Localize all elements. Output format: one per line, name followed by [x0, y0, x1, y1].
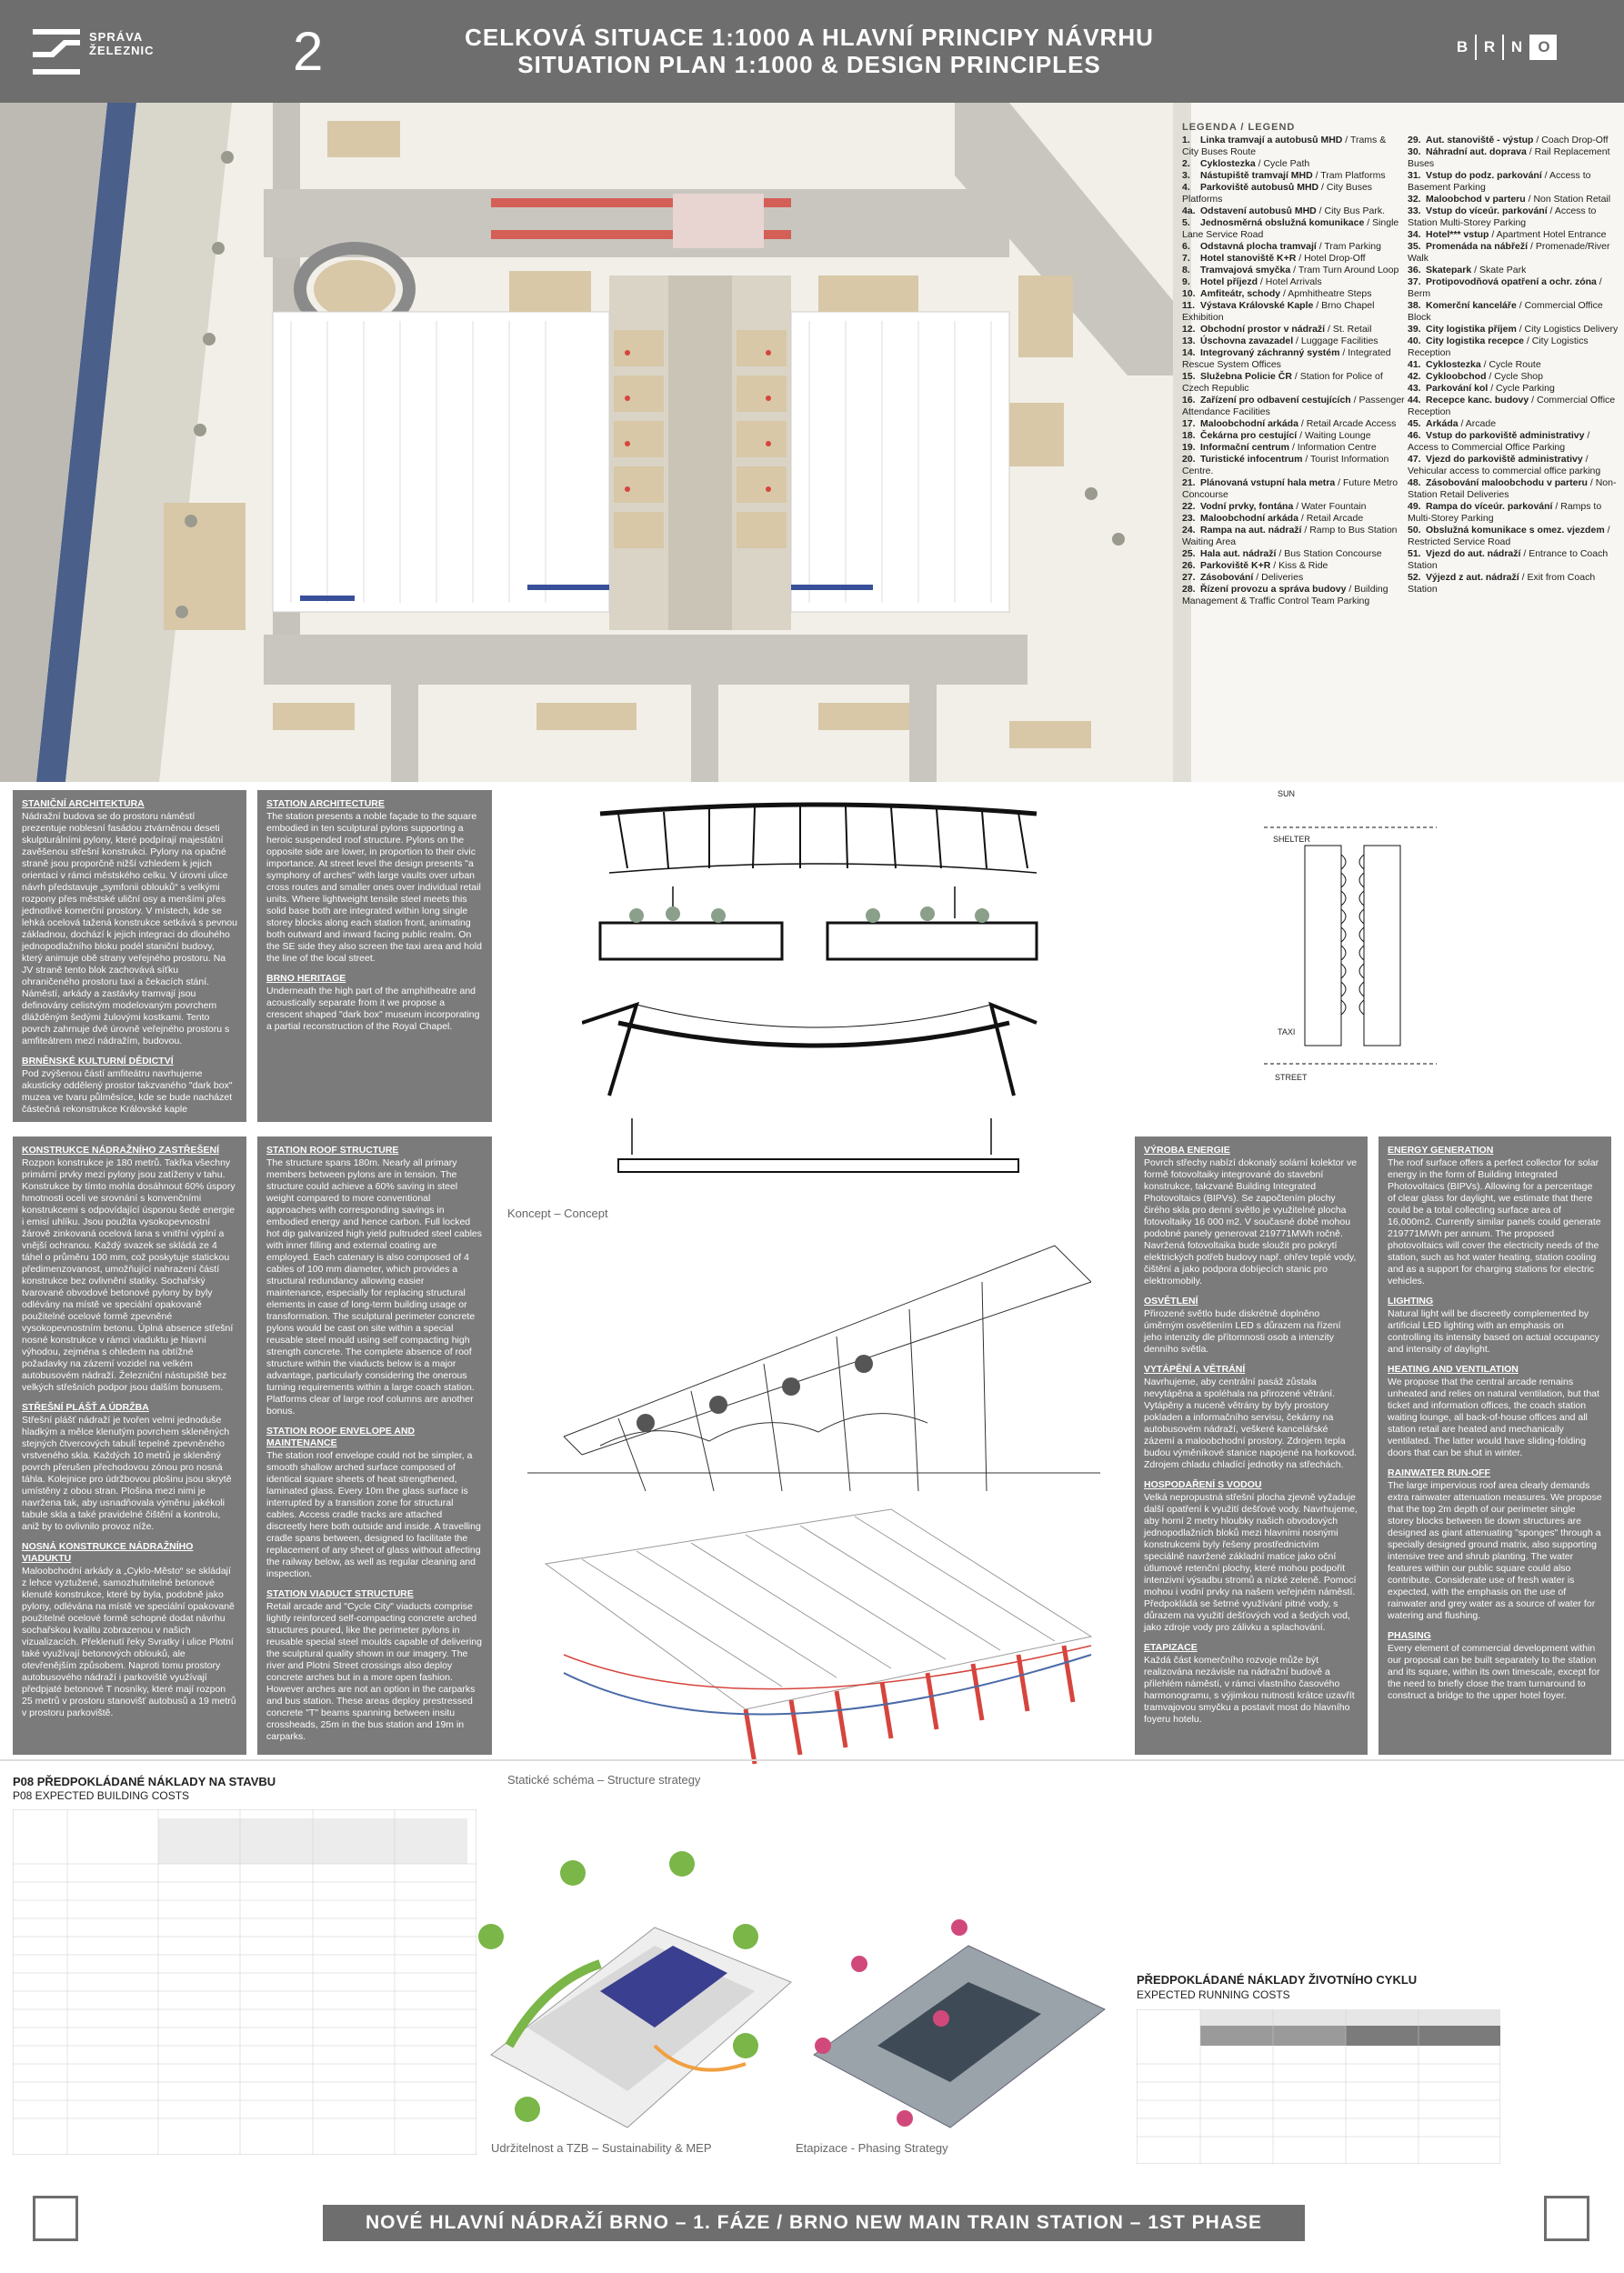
legend-item: 17. Maloobchodní arkáda / Retail Arcade Access [1182, 418, 1397, 429]
legend-item-en: Cycle Parking [1496, 383, 1555, 394]
legend-item-number: 18. [1182, 430, 1196, 441]
legend-item-cz: Plánovaná vstupní hala metra [1200, 477, 1336, 488]
heading: LIGHTING [1388, 1296, 1434, 1307]
logo-text-line1: SPRÁVA [89, 30, 144, 44]
legend-item-cz: Nástupiště tramvají MHD [1200, 170, 1313, 181]
legend-item-number: 22. [1182, 501, 1196, 512]
legend-item-en: Promenade/River Walk [1408, 241, 1610, 264]
legend-item-en: Brno Chapel Exhibition [1182, 300, 1375, 323]
legend-item-number: 48. [1408, 477, 1421, 488]
legend-item-en: Commercial Office Block [1408, 300, 1603, 323]
legend-item: 27. Zásobování / Deliveries [1182, 572, 1304, 583]
legend-item-number: 36. [1408, 265, 1421, 275]
legend-item: 7. Hotel stanoviště K+R / Hotel Drop-Off [1182, 253, 1366, 264]
legend-item-number: 27. [1182, 572, 1196, 583]
structure-strategy-diagram [509, 1491, 1109, 1773]
legend-item-en: Trams & City Buses Route [1182, 135, 1387, 157]
legend-item-cz: Komerční kanceláře [1426, 300, 1517, 311]
legend-item: 43. Parkování kol / Cycle Parking [1408, 383, 1555, 394]
legend-item-en: Bus Station Concourse [1284, 548, 1382, 559]
legend-item-cz: Rampa na aut. nádraží [1200, 525, 1302, 536]
legend-item-cz: Vjezd do parkoviště administrativy [1426, 454, 1583, 465]
legend-item-number: 38. [1408, 300, 1421, 311]
legend-item-en: Apartment Hotel Entrance [1496, 229, 1607, 240]
legend-item-number: 42. [1408, 371, 1421, 382]
legend-item: 33. Vstup do víceúr. parkování / Access to Station Multi-Storey Parking [1408, 205, 1597, 228]
legend-item: 39. City logistika příjem / City Logistics Delivery [1408, 324, 1619, 335]
legend-item-en: Arcade [1465, 418, 1497, 429]
legend-item-cz: Amfiteátr, schody [1200, 288, 1281, 299]
running-costs-title: PŘEDPOKLÁDANÉ NÁKLADY ŽIVOTNÍHO CYKLU [1137, 1973, 1418, 1987]
legend-item-number: 33. [1408, 205, 1421, 216]
legend-item: 18. Čekárna pro cestující / Waiting Lounge [1182, 430, 1371, 441]
legend-item-en: Commercial Office Reception [1408, 395, 1616, 417]
legend-item: 48. Zásobování maloobchodu v parteru / Non-Station Retail Deliveries [1408, 477, 1617, 500]
caption-concept: Koncept – Concept [507, 1207, 608, 1220]
legend-item-cz: Vjezd do aut. nádraží [1426, 548, 1521, 559]
legend-item-en: Access to Commercial Office Parking [1408, 442, 1566, 453]
legend-item-number: 51. [1408, 548, 1421, 559]
concept-section-diagrams [582, 796, 1055, 1196]
legend-item-number: 29. [1408, 135, 1421, 145]
legend-item: 10. Amfiteátr, schody / Apmhitheatre Steps [1182, 288, 1372, 299]
legend-item-en: Waiting Lounge [1304, 430, 1371, 441]
title-cz: CELKOVÁ SITUACE 1:1000 A HLAVNÍ PRINCIPY NÁVRHU [465, 24, 1154, 51]
legend-item-cz: Cykloobchod [1426, 371, 1487, 382]
paragraph: The roof surface offers a perfect collector for solar energy in the form of Building Integrated Photovoltaics (BIPVs). Allowing for a percentage of clear glass for daylight, we estimate that there could be a total collecting surface area of 16,000m2. Currently similar panels could generate 219771MWh per annum. The proposed photovoltaics will cover the electricity needs of the station, such as hot water heating, station cooling and as a support for charging stations for electric vehicles. [1388, 1157, 1601, 1287]
legend-item-cz: Parkoviště K+R [1200, 560, 1271, 571]
legend-item-number: 43. [1408, 383, 1421, 394]
legend-item-cz: Promenáda na nábřeží [1426, 241, 1529, 252]
legend-item-en: Skate Park [1479, 265, 1527, 275]
panel-station-architecture-en [257, 790, 492, 1122]
legend-item: 36. Skatepark / Skate Park [1408, 265, 1527, 275]
legend-item-cz: Maloobchodní arkáda [1200, 513, 1298, 524]
legend-item-number: 30. [1408, 146, 1421, 157]
legend-item-en: City Logistics Delivery [1524, 324, 1619, 335]
heading: ETAPIZACE [1144, 1642, 1198, 1653]
legend-item-cz: Výjezd z aut. nádraží [1426, 572, 1519, 583]
sheet-number: 2 [293, 21, 324, 82]
legend-item-cz: Turistické infocentrum [1200, 454, 1303, 465]
caption-phasing: Etapizace - Phasing Strategy [796, 2141, 948, 2155]
legend-item-number: 23. [1182, 513, 1196, 524]
legend-item-en: Hotel Drop-Off [1304, 253, 1366, 264]
legend-item-cz: Odstavná plocha tramvají [1200, 241, 1317, 252]
legend-item-en: City Buses Platforms [1182, 182, 1373, 205]
legend-item-number: 31. [1408, 170, 1421, 181]
heading: OSVĚTLENÍ [1144, 1296, 1198, 1307]
legend-item-en: Cycle Route [1489, 359, 1541, 370]
legend-item-cz: Vstup do víceúr. parkování [1426, 205, 1548, 216]
paragraph: Nádražní budova se do prostoru náměstí prezentuje noblesní fasádou ztvárněnou deseti skulpturálními pylony, které podpírají majestátní zavěšenou střešní konstrukci. Pylony na opačné straně jsou proporčně nižší vzhledem k jejich orientaci v rámci městského celku. V úrovni ulice návrh představuje „symfonii oblouků“ s velkými rozpony přes městské uliční osy a menšími přes jednotlivé komerční prostory. V místech, kde se lehká ocelová tažená konstrukce setkává s pevnou základnou, dochází k jejich integraci do dlouhého jednopodlažního bloku podél staniční budovy, který animuje obě strany veřejného prostoru. Na JV straně tento blok zachovává síťku ohraničeného prostoru taxi a čekacích stání. Náměstí, arkády a zastávky tramvají jsou definovány celistvým modelovaným povrchem dlážděným šedými žulovými kostkami. Tento povrch zahrnuje dvě úrovně veřejného prostoru s amfiteátrem mezi nádražím, budovou. [22, 811, 237, 1046]
concept-sketch [509, 1227, 1109, 1491]
legend-item: 35. Promenáda na nábřeží / Promenade/River Walk [1408, 241, 1610, 264]
legend-item: 8. Tramvajová smyčka / Tram Turn Around Loop [1182, 265, 1399, 275]
legend-item-number: 46. [1408, 430, 1421, 441]
legend-item-number: 4a. [1182, 205, 1196, 216]
legend-item: 37. Protipovodňová opatření a ochr. zóna / Berm [1408, 276, 1602, 299]
costs-title: P08 PŘEDPOKLÁDANÉ NÁKLADY NA STAVBU [13, 1775, 276, 1788]
legend-item-number: 8. [1182, 265, 1190, 275]
legend-item-cz: Tramvajová smyčka [1200, 265, 1291, 275]
legend-item-cz: Cyklostezka [1426, 359, 1481, 370]
heading: VÝROBA ENERGIE [1144, 1145, 1230, 1156]
corner-mark-left [33, 2196, 78, 2241]
panel-roof-structure-cz [13, 1136, 246, 1755]
legend-item-number: 4. [1182, 182, 1190, 193]
legend-item: 26. Parkoviště K+R / Kiss & Ride [1182, 560, 1328, 571]
legend-item-number: 35. [1408, 241, 1421, 252]
heading: STATION ROOF ENVELOPE AND MAINTENANCE [266, 1426, 416, 1448]
legend-item-cz: Obslužná komunikace s omez. vjezdem [1426, 525, 1605, 536]
sun-shelter-diagram [1264, 800, 1446, 1082]
running-costs-subtitle: EXPECTED RUNNING COSTS [1137, 1988, 1290, 2001]
legend-item: 46. Vstup do parkoviště administrativy / Access to Commercial Office Parking [1408, 430, 1590, 453]
heading: BRNO HERITAGE [266, 973, 346, 984]
brand-letter-r: R [1475, 35, 1502, 60]
heading: HEATING AND VENTILATION [1388, 1364, 1519, 1375]
legend-column-1 [1182, 135, 1405, 607]
legend-item-en: Retail Arcade Access [1306, 418, 1397, 429]
paragraph: Přirozené světlo bude diskrétně doplněno úměrným osvětlením LED s důrazem na řízení jeho intenzity dle přítomnosti osob a intenzity denního světla. [1144, 1308, 1341, 1355]
paragraph: The large impervious roof area clearly demands extra rainwater attenuation measures. We propose that the top 2m depth of our perimeter single storey blocks between tie down structures are designed as giant attenuating "sponges" through a specially designed ground matrix, also supporting intensive tree and shrub planting. The water features within our public square could also contribute. Considerate use of fresh water is expected, with the emphasis on the use of rainwater and grey water as a source of water for watering and flushing. [1388, 1480, 1602, 1621]
legend-item-en: St. Retail [1332, 324, 1372, 335]
legend-item-en: Tram Platforms [1320, 170, 1386, 181]
legend-item: 44. Recepce kanc. budovy / Commercial Office Reception [1408, 395, 1616, 417]
legend-item-number: 24. [1182, 525, 1196, 536]
legend-item-en: Berm [1408, 288, 1431, 299]
legend-item-number: 7. [1182, 253, 1190, 264]
legend-item-cz: Výstava Královské Kaple [1200, 300, 1314, 311]
legend-item-cz: Rampa do víceúr. parkování [1426, 501, 1553, 512]
legend-item-en: Tourist Information Centre. [1182, 454, 1389, 476]
legend-item: 4a. Odstavení autobusů MHD / City Bus Park. [1182, 205, 1386, 216]
legend-item-number: 6. [1182, 241, 1190, 252]
logo-text [89, 30, 155, 57]
legend-item-cz: Maloobchod v parteru [1426, 194, 1526, 205]
paragraph: We propose that the central arcade remains unheated and relies on natural ventilation, but that ticket and information offices, the coach station waiting lounge, all back-of-house offices and all station retail are heated and mechanically ventilated. The latter would have sliding-folding doors that can be shut in winter. [1388, 1377, 1599, 1458]
heading: STATION ARCHITECTURE [266, 798, 385, 809]
legend-item: 16. Zařízení pro odbavení cestujících / Passenger Attendance Facilities [1182, 395, 1405, 417]
paragraph: Natural light will be discreetly complemented by artificial LED lighting with an emphasis on controlling its intensity based on actual occupancy and intensity of daylight. [1388, 1308, 1599, 1355]
legend-item-cz: Vodní prvky, fontána [1200, 501, 1294, 512]
legend-item-en: Building Management & Traffic Control Team Parking [1182, 584, 1388, 606]
legend-item-number: 20. [1182, 454, 1196, 465]
road-south [264, 635, 1028, 685]
footer-title: NOVÉ HLAVNÍ NÁDRAŽÍ BRNO – 1. FÁZE / BRNO NEW MAIN TRAIN STATION – 1ST PHASE [323, 2205, 1305, 2241]
legend-title: LEGENDA / LEGEND [1182, 122, 1296, 133]
legend-item-cz: Integrovaný záchranný systém [1200, 347, 1340, 358]
legend-item-cz: Parkoviště autobusů MHD [1200, 182, 1319, 193]
legend-item-cz: Hotel stanoviště K+R [1200, 253, 1297, 264]
heading: HOSPODAŘENÍ S VODOU [1144, 1479, 1262, 1490]
legend-item: 40. City logistika recepce / City Logistics Reception [1408, 335, 1589, 358]
legend-item-cz: Zásobování [1200, 572, 1254, 583]
legend-item: 51. Vjezd do aut. nádraží / Entrance to Coach Station [1408, 548, 1609, 571]
legend-item-en: Future Metro Concourse [1182, 477, 1398, 500]
legend-item-en: Coach Drop-Off [1541, 135, 1609, 145]
paragraph: Pod zvýšenou částí amfiteátru navrhujeme akusticky oddělený prostor takzvaného "dark box" muzea ve tvaru půlměsíce, kde se bude nacházet částečná rekonstrukce Královské kaple [22, 1068, 233, 1115]
railway-logo-icon [33, 29, 80, 75]
legend-item: 32. Maloobchod v parteru / Non Station Retail [1408, 194, 1611, 205]
legend-item-en: Vehicular access to commercial office parking [1408, 466, 1601, 476]
legend-item-cz: Náhradní aut. doprava [1426, 146, 1527, 157]
legend-item-en: Passenger Attendance Facilities [1182, 395, 1405, 417]
paragraph: Rozpon konstrukce je 180 metrů. Takřka všechny primární prvky mezi pylony jsou zatíženy v tahu. Konstrukce by tímto mohla dosáhnout 60% úspory hmotnosti oceli ve srovnání s konvenčními konstrukcemi s odpovídající úsporou šedé energie i emisí uhlíku. Jsou použita vysokopevnostní žárově zinkovaná ocelová lana s vnitřní výplní a vnější ochranou. Každý svazek se skládá ze 4 táhel o průměru 100 mm, což poskytuje statickou předimenzovanost, umožňující nahrazení částí konstrukce bez ovlivnění statiky. Sochařský tvarované obvodové betonové pylony by byly odlévány na místě ve speciální opakovaně použitelné ocelové formě zpevněné vysokopevnostním betonu. Úplná absence střešní nosné konstrukce v rámci viaduktu je hlavní výhodou, zejména s ohledem na obtížné požadavky na zázemí vozidel na velkém autobusovém nádraží. Železniční nástupiště bez velkých střešních podpor jsou dalším bonusem. [22, 1157, 236, 1393]
legend-item-cz: Obchodní prostor v nádraží [1200, 324, 1326, 335]
panel-energy-cz [1135, 1136, 1368, 1755]
legend-item-number: 21. [1182, 477, 1196, 488]
legend-item-en: Non-Station Retail Deliveries [1408, 477, 1617, 500]
running-costs-table [1137, 2009, 1500, 2164]
caption-structure: Statické schéma – Structure strategy [507, 1773, 701, 1787]
legend-item: 22. Vodní prvky, fontána / Water Fountain [1182, 501, 1367, 512]
legend-item-en: Cycle Shop [1494, 371, 1543, 382]
legend-item: 50. Obslužná komunikace s omez. vjezdem / Restricted Service Road [1408, 525, 1610, 547]
sustainability-diagram [473, 1837, 800, 2137]
legend-item: 24. Rampa na aut. nádraží / Ramp to Bus Station Waiting Area [1182, 525, 1398, 547]
legend-item-number: 19. [1182, 442, 1196, 453]
legend-item: 15. Služebna Policie ČR / Station for Police of Czech Republic [1182, 371, 1383, 394]
legend-item-cz: Řízení provozu a správa budovy [1200, 584, 1347, 595]
legend-item-en: Deliveries [1261, 572, 1304, 583]
legend-item-en: Apmhitheatre Steps [1288, 288, 1372, 299]
legend-item: 49. Rampa do víceúr. parkování / Ramps to Multi-Storey Parking [1408, 501, 1602, 524]
legend-item: 20. Turistické infocentrum / Tourist Information Centre. [1182, 454, 1389, 476]
legend-item-en: Single Lane Service Road [1182, 217, 1399, 240]
legend-item-en: Station for Police of Czech Republic [1182, 371, 1383, 394]
legend-item-number: 32. [1408, 194, 1421, 205]
legend-item-en: Kiss & Ride [1278, 560, 1328, 571]
heading: PHASING [1388, 1630, 1431, 1641]
legend-item: 21. Plánovaná vstupní hala metra / Future Metro Concourse [1182, 477, 1398, 500]
phasing-diagram [796, 1909, 1123, 2137]
legend-item: 41. Cyklostezka / Cycle Route [1408, 359, 1541, 370]
legend-column-2 [1408, 135, 1619, 596]
legend-item-cz: Úschovna zavazadel [1200, 335, 1294, 346]
legend-item-number: 40. [1408, 335, 1421, 346]
legend-item: 47. Vjezd do parkoviště administrativy / Vehicular access to commercial office parking [1408, 454, 1601, 476]
legend-item: 12. Obchodní prostor v nádraží / St. Retail [1182, 324, 1372, 335]
legend-item-en: Luggage Facilities [1300, 335, 1378, 346]
legend-item: 42. Cykloobchod / Cycle Shop [1408, 371, 1543, 382]
legend-item-en: Hotel Arrivals [1265, 276, 1322, 287]
heading: STATION ROOF STRUCTURE [266, 1145, 399, 1156]
legend-item-en: Non Station Retail [1533, 194, 1611, 205]
paragraph: Povrch střechy nabízí dokonalý solární kolektor ve formě fotovoltaiky integrované do stavební konstrukce, takzvané Building Integrated Photovoltaics (BIPVs). Se započtením plochy čirého skla pro denní světlo je využitelné plocha fotovoltaiky 16 000 m2. V současné době mohou podobné panely generovat 219771MWh ročně. Navržená fotovoltaika bude sloužit pro pokrytí elektrických potřeb budovy např. ohřev teplé vody, čištění a jako podpora dobíjecích stanic pro elektromobily. [1144, 1157, 1358, 1287]
heading: RAINWATER RUN-OFF [1388, 1467, 1490, 1478]
heading: STATION VIADUCT STRUCTURE [266, 1588, 414, 1599]
legend-item: 13. Úschovna zavazadel / Luggage Facilities [1182, 335, 1378, 346]
legend-item-number: 14. [1182, 347, 1196, 358]
legend-item-cz: Čekárna pro cestující [1200, 430, 1298, 441]
legend-item-en: Rail Replacement Buses [1408, 146, 1610, 169]
building-costs-table [13, 1809, 476, 2155]
legend-item: 19. Informační centrum / Information Centre [1182, 442, 1377, 453]
legend-item-en: Access to Basement Parking [1408, 170, 1591, 193]
legend-item-cz: Odstavení autobusů MHD [1200, 205, 1317, 216]
legend-item-cz: Služebna Policie ČR [1200, 371, 1292, 382]
legend-item: 52. Výjezd z aut. nádraží / Exit from Coach Station [1408, 572, 1596, 595]
legend-item-number: 5. [1182, 217, 1190, 228]
legend-item-number: 47. [1408, 454, 1421, 465]
legend-item-en: Tram Turn Around Loop [1298, 265, 1399, 275]
brno-brand-logo [1449, 35, 1557, 60]
legend-item-number: 39. [1408, 324, 1421, 335]
legend-item-number: 28. [1182, 584, 1196, 595]
legend-item: 9. Hotel příjezd / Hotel Arrivals [1182, 276, 1322, 287]
paragraph: The station roof envelope could not be simpler, a smooth shallow arched surface composed of identical square sheets of heat strengthened, laminated glass. Every 10m the glass surface is interrupted by a transition zone for structural cables. Access cradle tracks are attached discreetly here both outside and inside. A travelling cradle spans between, designed to facilitate the replacement of any sheet of glass without affecting the railway below, as well as regular cleaning and inspection. [266, 1450, 481, 1579]
legend-item-number: 10. [1182, 288, 1196, 299]
legend-item-cz: Cyklostezka [1200, 158, 1256, 169]
legend-item-cz: Hotel*** vstup [1426, 229, 1489, 240]
panel-roof-structure-en [257, 1136, 492, 1755]
paragraph: Velká nepropustná střešní plocha zjevně vyžaduje další opatření k využití dešťové vody. Navrhujeme, aby horní 2 metry hloubky našich obvodových jednopodlažních bloků mezi hlavními nosnými konstrukcemi byly řešeny prostřednictvím speciálně navržené základní matice jako oční útlumové retenční plochy, které mohou podpořit intenzivní výsadbu stromů a nízké zeleně. Pomocí mohou i vodní prvky na našem veřejném náměstí. Předpokládá se šetrné využívání pitné vody, s důrazem na využití dešťových vod a šedých vod, jako zdroje vody pro zálivku a splachování. [1144, 1492, 1358, 1633]
legend-item: 2. Cyklostezka / Cycle Path [1182, 158, 1310, 169]
paragraph: The station presents a noble façade to the square embodied in ten sculptural pylons supporting a heroic suspended roof structure. Pylons on the opposite side are lower, in proportion to their civic importance. At street level the design presents "a symphony of arches" with large vaults over urban cross routes and smaller ones over individual retail units. Where lightweight tensile steel meets this solid base both are integrated within long single storey blocks along each station front, animating both outward and inward facing public realm. On the SE side they also screen the taxi area and hold the line of the local street. [266, 811, 482, 964]
paragraph: Střešní plášť nádraží je tvořen velmi jednoduše hladkým a mělce klenutým povrchem skleněných stejných čtvercových tabulí tepelně zpevněného vrstveného skla. Každých 10 metrů je skleněný povrch přerušen přechodovou zónou pro nosná táhla. Kolejnice pro údržbovou plošinu jsou skrytě umístěny z obou stran. Plošina mezi nimi je navržena tak, aby usnadňovala výměnu jakékoli tabule skla a také pravidelné čištění a kontrolu, aniž by to ovlivnilo provoz níže. [22, 1415, 232, 1532]
legend-item-en: Integrated Rescue System Offices [1182, 347, 1391, 370]
legend-item-number: 41. [1408, 359, 1421, 370]
legend-item-cz: City logistika recepce [1426, 335, 1524, 346]
legend-item-number: 17. [1182, 418, 1196, 429]
legend-item: 4. Parkoviště autobusů MHD / City Buses Platforms [1182, 182, 1373, 205]
brand-letter-b: B [1456, 38, 1469, 55]
paragraph: Maloobchodní arkády a „Cyklo-Město“ se skládají z lehce vyztužené, samozhutnitelné betonové klenuté konstrukce, které by byla, podobně jako pylony, odlévána na místě ve speciální opakovaně použitelné ocelové formě schopné dodat návrhu sochařskou kvalitu zobrazenou v našich vizualizacích. Překlenutí řeky Svratky i ulice Plotní také využívají betonových oblouků, ale otevřenějším způsobem. Naproti tomu prostory autobusového nádraží i parkoviště využívají předpjaté betonové T nosníky, které mají rozpon 25 metrů v prostoru stanovišť autobusů a 19 metrů v prostoru parkoviště. [22, 1566, 236, 1718]
legend-item-en: Retail Arcade [1306, 513, 1364, 524]
panel-energy-en [1378, 1136, 1611, 1755]
legend-item-number: 16. [1182, 395, 1196, 406]
legend-item-number: 44. [1408, 395, 1421, 406]
legend-item-en: Cycle Path [1263, 158, 1310, 169]
legend-item-number: 26. [1182, 560, 1196, 571]
legend-item-cz: Parkování kol [1426, 383, 1489, 394]
legend-item-number: 13. [1182, 335, 1196, 346]
legend-item-number: 1. [1182, 135, 1190, 145]
legend-item-cz: Vstup do podz. parkování [1426, 170, 1542, 181]
paragraph: The structure spans 180m. Nearly all primary members between pylons are in tension. The structure could achieve a 60% saving in steel weight compared to more conventional approaches with corresponding savings in embodied energy and hence carbon. Full locked hot dip galvanized high yield pultruded steel cables with inner filling and external coating are employed. Each catenary is also composed of 4 cables of 100 mm diameter, which provides a structural redundancy allowing easier maintenance, especially for replacing structural elements in case of long-term building usage or transformation. The sculptural perimeter concrete pylons would be cast on site within a special reusable steel mould using self compacting high strength concrete. The complete absence of roof structure within the viaducts below is a major advantage, particularly considering the onerous turning requirements within a large coach station. Platforms clear of large roof columns are another bonus. [266, 1157, 482, 1417]
legend-item-cz: Jednosměrná obslužná komunikace [1200, 217, 1365, 228]
legend-item: 31. Vstup do podz. parkování / Access to Basement Parking [1408, 170, 1591, 193]
legend-item-en: Entrance to Coach Station [1408, 548, 1609, 571]
label-shelter: SHELTER [1273, 835, 1310, 844]
legend-item-cz: Arkáda [1426, 418, 1459, 429]
label-taxi: TAXI [1278, 1027, 1296, 1036]
divider [0, 1759, 1624, 1761]
label-sun: SUN [1278, 789, 1296, 798]
legend-item: 34. Hotel*** vstup / Apartment Hotel Entrance [1408, 229, 1607, 240]
legend-item-cz: Zásobování maloobchodu v parteru [1426, 477, 1588, 488]
legend-item: 11. Výstava Královské Kaple / Brno Chapel Exhibition [1182, 300, 1375, 323]
panel-station-architecture-cz [13, 790, 246, 1122]
legend-item-number: 25. [1182, 548, 1196, 559]
legend-item-cz: Hotel příjezd [1200, 276, 1258, 287]
legend-item: 23. Maloobchodní arkáda / Retail Arcade [1182, 513, 1364, 524]
legend-item-number: 12. [1182, 324, 1196, 335]
legend-item-en: Tram Parking [1324, 241, 1381, 252]
paragraph: Navrhujeme, aby centrální pasáž zůstala nevytápěna a spoléhala na přirozené větrání. Vytápěny a nuceně větrány by byly prostory pokladen a informačního servisu, čekárny na autobusovém nádraží, veškeré kancelářské zázemí a maloobchodní prostory. Zdrojem tepla budou výměníkové stanice napojené na horkovod. Zdrojem chladu chladící jednotky na střechách. [1144, 1377, 1358, 1470]
heading: NOSNÁ KONSTRUKCE NÁDRAŽNÍHO VIADUKTU [22, 1541, 194, 1564]
heading: BRNĚNSKÉ KULTURNÍ DĚDICTVÍ [22, 1056, 174, 1066]
legend-item-number: 34. [1408, 229, 1421, 240]
legend-item-en: Exit from Coach Station [1408, 572, 1596, 595]
legend-item-number: 37. [1408, 276, 1421, 287]
legend-item: 14. Integrovaný záchranný systém / Integrated Rescue System Offices [1182, 347, 1391, 370]
legend-item-cz: Skatepark [1426, 265, 1472, 275]
legend-item-en: Information Centre [1297, 442, 1377, 453]
legend-item-number: 3. [1182, 170, 1190, 181]
heading: STANIČNÍ ARCHITEKTURA [22, 798, 145, 809]
logo-text-line2: ŽELEZNIC [89, 44, 155, 57]
legend-item: 45. Arkáda / Arcade [1408, 418, 1497, 429]
legend-item-cz: Informační centrum [1200, 442, 1290, 453]
legend-item-en: Restricted Service Road [1408, 536, 1511, 547]
legend-item-number: 15. [1182, 371, 1196, 382]
legend-item-number: 52. [1408, 572, 1421, 583]
paragraph: Každá část komerčního rozvoje může být realizována nezávisle na nádražní budově a přilehlém náměstí, v rámci vlastního časového harmonogramu, s výjimkou nutnosti krátce uzavřít tramvajovou smyčku a postavit most do hlavního foyeru hotelu. [1144, 1655, 1355, 1725]
title-en: SITUATION PLAN 1:1000 & DESIGN PRINCIPLES [517, 51, 1101, 78]
brand-letter-o: O [1529, 35, 1557, 60]
legend-item: 25. Hala aut. nádraží / Bus Station Concourse [1182, 548, 1382, 559]
legend-item-number: 45. [1408, 418, 1421, 429]
legend-item: 3. Nástupiště tramvají MHD / Tram Platforms [1182, 170, 1386, 181]
legend-item-cz: Aut. stanoviště - výstup [1426, 135, 1534, 145]
legend-item-number: 50. [1408, 525, 1421, 536]
legend-item: 28. Řízení provozu a správa budovy / Building Management & Traffic Control Team Parking [1182, 584, 1388, 606]
legend-item-en: Ramps to Multi-Storey Parking [1408, 501, 1602, 524]
legend-item: 29. Aut. stanoviště - výstup / Coach Drop-Off [1408, 135, 1609, 145]
legend-item-number: 9. [1182, 276, 1190, 287]
legend-item-number: 11. [1182, 300, 1196, 311]
legend-item-en: City Logistics Reception [1408, 335, 1589, 358]
legend-item-cz: Recepce kanc. budovy [1426, 395, 1529, 406]
legend-item-cz: Protipovodňová opatření a ochr. zóna [1426, 276, 1597, 287]
heading: STŘEŠNÍ PLÁŠŤ A ÚDRŽBA [22, 1402, 149, 1413]
heading: KONSTRUKCE NÁDRAŽNÍHO ZASTŘEŠENÍ [22, 1145, 220, 1156]
legend-item-number: 49. [1408, 501, 1421, 512]
heading: ENERGY GENERATION [1388, 1145, 1494, 1156]
legend-item-en: Water Fountain [1301, 501, 1367, 512]
brand-letter-n: N [1502, 35, 1529, 60]
legend-item-en: City Bus Park. [1324, 205, 1386, 216]
paragraph: Every element of commercial development within our proposal can be built separately to the station and its square, within its own timescale, except for the need to briefly close the tram turnaround to construct a bridge to the upper hotel foyer. [1388, 1643, 1600, 1701]
legend-item-cz: Linka tramvají a autobusů MHD [1200, 135, 1343, 145]
legend-item: 6. Odstavná plocha tramvají / Tram Parking [1182, 241, 1381, 252]
costs-subtitle: P08 EXPECTED BUILDING COSTS [13, 1789, 190, 1802]
caption-sustainability: Udržitelnost a TZB – Sustainability & MEP [491, 2141, 712, 2155]
paragraph: Retail arcade and "Cycle City" viaducts comprise lightly reinforced self-compacting concrete arched structures poured, like the perimeter pylons in reusable special steel moulds capable of delivering the sculptural quality shown in our imagery. The river and Plotni Street crossings also deploy concrete arches but in a more open fashion. However arches are not an option in the carparks and bus station. These areas deploy prestressed concrete "T" beams spanning between insitu crossheads, 25m in the bus station and 19m in carparks. [266, 1601, 482, 1742]
legend-item-cz: Vstup do parkoviště administrativy [1426, 430, 1585, 441]
label-street: STREET [1275, 1073, 1308, 1082]
legend-item: 5. Jednosměrná obslužná komunikace / Single Lane Service Road [1182, 217, 1399, 240]
legend-item-en: Ramp to Bus Station Waiting Area [1182, 525, 1398, 547]
heading: VYTÁPĚNÍ A VĚTRÁNÍ [1144, 1364, 1246, 1375]
legend-item-number: 2. [1182, 158, 1190, 169]
paragraph: Underneath the high part of the amphitheatre and acoustically separate from it we propose a crescent shaped "dark box" museum incorporating a partial reconstruction of the Royal Chapel. [266, 986, 480, 1032]
legend-item-en: Access to Station Multi-Storey Parking [1408, 205, 1597, 228]
legend-item: 30. Náhradní aut. doprava / Rail Replacement Buses [1408, 146, 1610, 169]
legend-item-cz: City logistika příjem [1426, 324, 1517, 335]
legend-item-cz: Hala aut. nádraží [1200, 548, 1277, 559]
legend-item-cz: Maloobchodní arkáda [1200, 418, 1298, 429]
legend-item: 1. Linka tramvají a autobusů MHD / Trams & City Buses Route [1182, 135, 1387, 157]
legend-item: 38. Komerční kanceláře / Commercial Office Block [1408, 300, 1603, 323]
page-title [418, 24, 1200, 78]
corner-mark-right [1544, 2196, 1589, 2241]
legend-item-cz: Zařízení pro odbavení cestujících [1200, 395, 1351, 406]
